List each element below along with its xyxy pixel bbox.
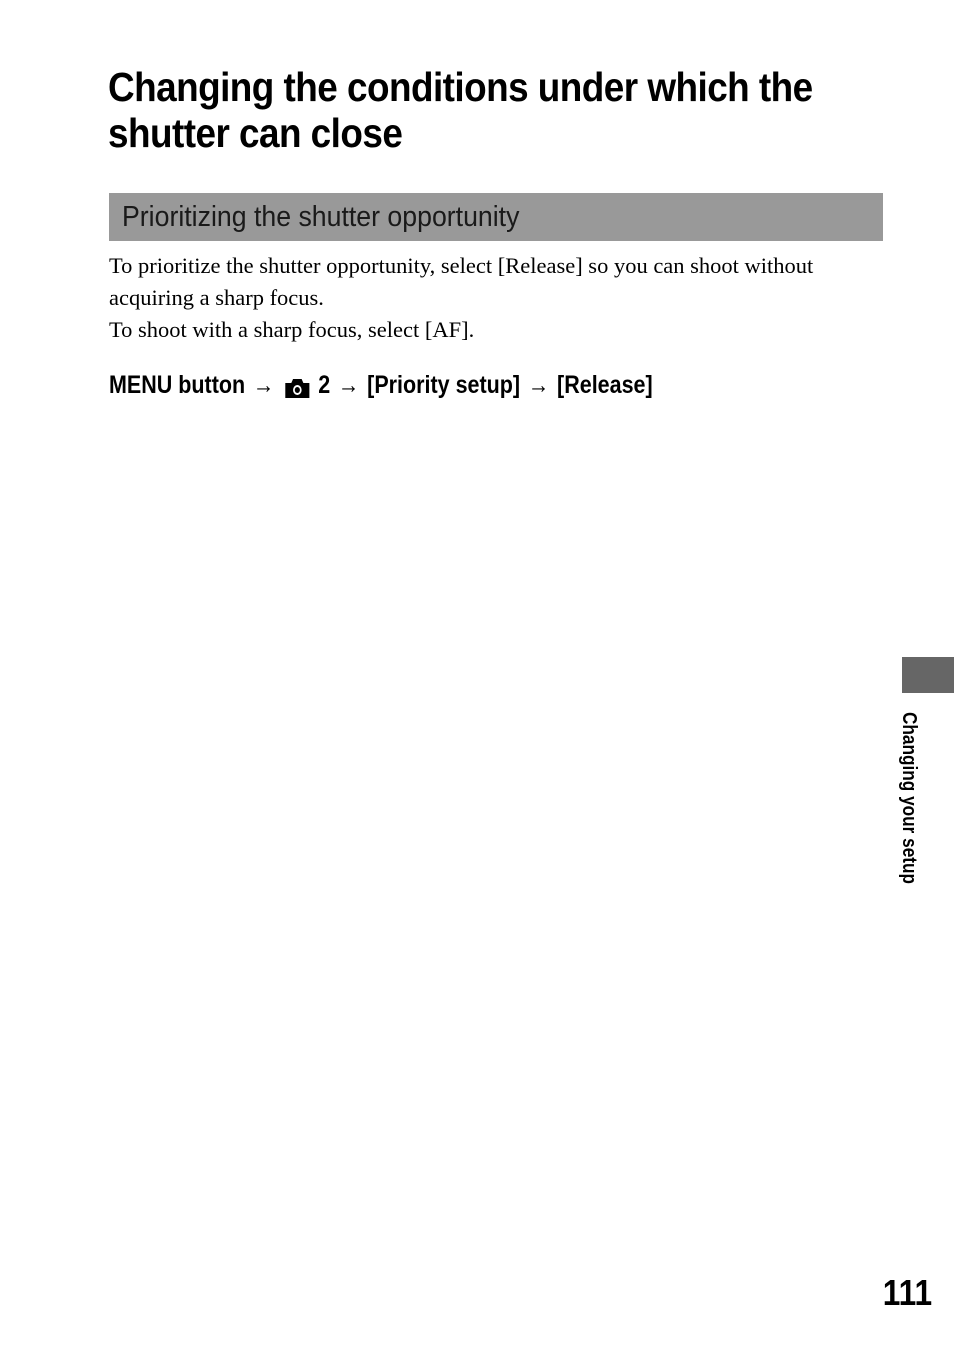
menu-path xyxy=(109,366,653,404)
arrow-right-icon: → xyxy=(252,371,275,399)
menu-value-release: [Release] xyxy=(557,371,653,399)
arrow-right-icon: → xyxy=(527,371,550,399)
page-title: Changing the conditions under which the shutter can close xyxy=(108,64,813,156)
arrow-right-icon: → xyxy=(337,371,360,399)
page-number: 111 xyxy=(882,1272,932,1313)
body-text xyxy=(109,250,869,346)
menu-item-priority-setup: [Priority setup] xyxy=(367,371,521,399)
menu-button-label: MENU button xyxy=(109,371,246,399)
body-paragraph: To prioritize the shutter opportunity, select [Release] so you can shoot without acquiring a sharp focus. xyxy=(109,253,814,310)
body-paragraph: To shoot with a sharp focus, select [AF]. xyxy=(109,317,475,342)
chapter-side-label: Changing your setup xyxy=(898,712,920,884)
section-heading: Prioritizing the shutter opportunity xyxy=(122,200,520,233)
section-heading-bar xyxy=(109,193,883,241)
menu-tab-number: 2 xyxy=(318,371,331,399)
chapter-tab-marker xyxy=(902,657,954,693)
camera-icon xyxy=(284,373,312,397)
